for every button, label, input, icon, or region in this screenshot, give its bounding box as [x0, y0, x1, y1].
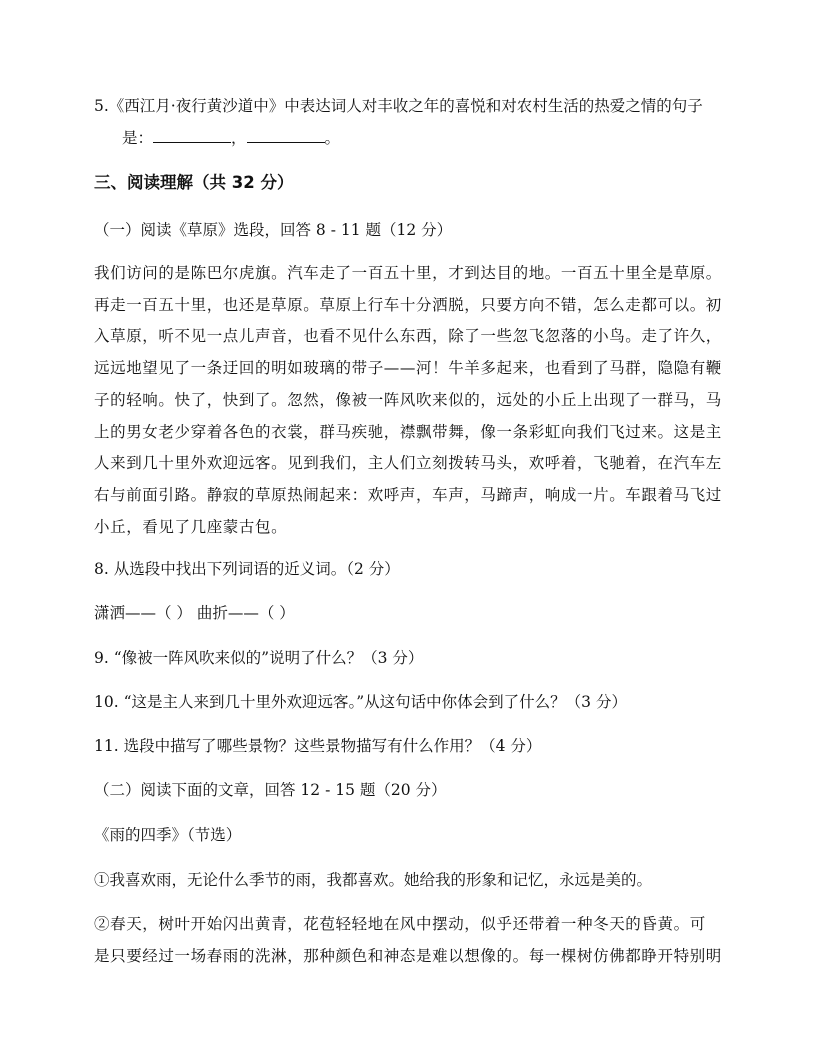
passage-line: 远远地望见了一条迂回的明如玻璃的带子——河！牛羊多起来，也看到了马群，隐隐有鞭 — [94, 359, 722, 378]
reading-1-passage — [94, 258, 722, 543]
passage-line: 我们访问的是陈巴尔虎旗。汽车走了一百五十里，才到达目的地。一百五十里全是草原。 — [94, 264, 722, 282]
question-5-line-1: 5.《西江月·夜行黄沙道中》中表达词人对丰收之年的喜悦和对农村生活的热爱之情的句子 — [94, 97, 703, 115]
question-9: 9. “像被一阵风吹来似的”说明了什么？（3 分） — [94, 649, 424, 667]
question-5-separator: ， — [231, 129, 247, 147]
question-10: 10. “这是主人来到几十里外欢迎远客。”从这句话中你体会到了什么？（3 分） — [94, 693, 627, 711]
passage-line: 小丘，看见了几座蒙古包。 — [94, 517, 288, 536]
question-5-prefix: 是： — [122, 129, 154, 147]
question-5-end: 。 — [324, 129, 341, 147]
paragraph-line: 是只要经过一场春雨的洗淋，那种颜色和神态是难以想像的。每一棵树仿佛都睁开特别明 — [94, 946, 722, 965]
question-5-line-2 — [122, 127, 750, 149]
answer-blank-2[interactable] — [247, 128, 325, 143]
reading-2-intro: （二）阅读下面的文章，回答 12 - 15 题（20 分） — [94, 781, 447, 799]
question-11: 11. 选段中描写了哪些景物？这些景物描写有什么作用？（4 分） — [94, 737, 542, 755]
article-paragraph-2 — [94, 909, 722, 972]
passage-line: 人来到几十里外欢迎远客。见到我们，主人们立刻拨转马头，欢呼着，飞驰着，在汽车左 — [94, 454, 722, 473]
paragraph-line: ②春天，树叶开始闪出黄青，花苞轻轻地在风中摆动，似乎还带着一种冬天的昏黄。可 — [94, 915, 706, 933]
reading-1-intro: （一）阅读《草原》选段，回答 8 - 11 题（12 分） — [94, 221, 453, 239]
answer-blank-1[interactable] — [153, 128, 231, 143]
question-8: 8. 从选段中找出下列词语的近义词。（2 分） — [94, 560, 400, 578]
section-3-heading: 三、阅读理解（共 32 分） — [94, 173, 294, 192]
question-8-answer: 潇洒——（ ） 曲折——（ ） — [94, 604, 295, 622]
passage-line: 入草原，听不见一点儿声音，也看不见什么东西，除了一些忽飞忽落的小鸟。走了许久， — [94, 327, 722, 346]
passage-line: 右与前面引路。静寂的草原热闹起来：欢呼声，车声，马蹄声，响成一片。车跟着马飞过 — [94, 485, 722, 504]
article-paragraph-1: ①我喜欢雨，无论什么季节的雨，我都喜欢。她给我的形象和记忆，永远是美的。 — [94, 871, 653, 889]
passage-line: 上的男女老少穿着各色的衣裳，群马疾驰，襟飘带舞，像一条彩虹向我们飞过来。这是主 — [94, 422, 722, 441]
article-title: 《雨的四季》（节选） — [94, 826, 242, 844]
passage-line: 再走一百五十里，也还是草原。草原上行车十分洒脱，只要方向不错，怎么走都可以。初 — [94, 295, 722, 314]
passage-line: 子的轻响。快了，快到了。忽然，像被一阵风吹来似的，远处的小丘上出现了一群马，马 — [94, 390, 722, 409]
